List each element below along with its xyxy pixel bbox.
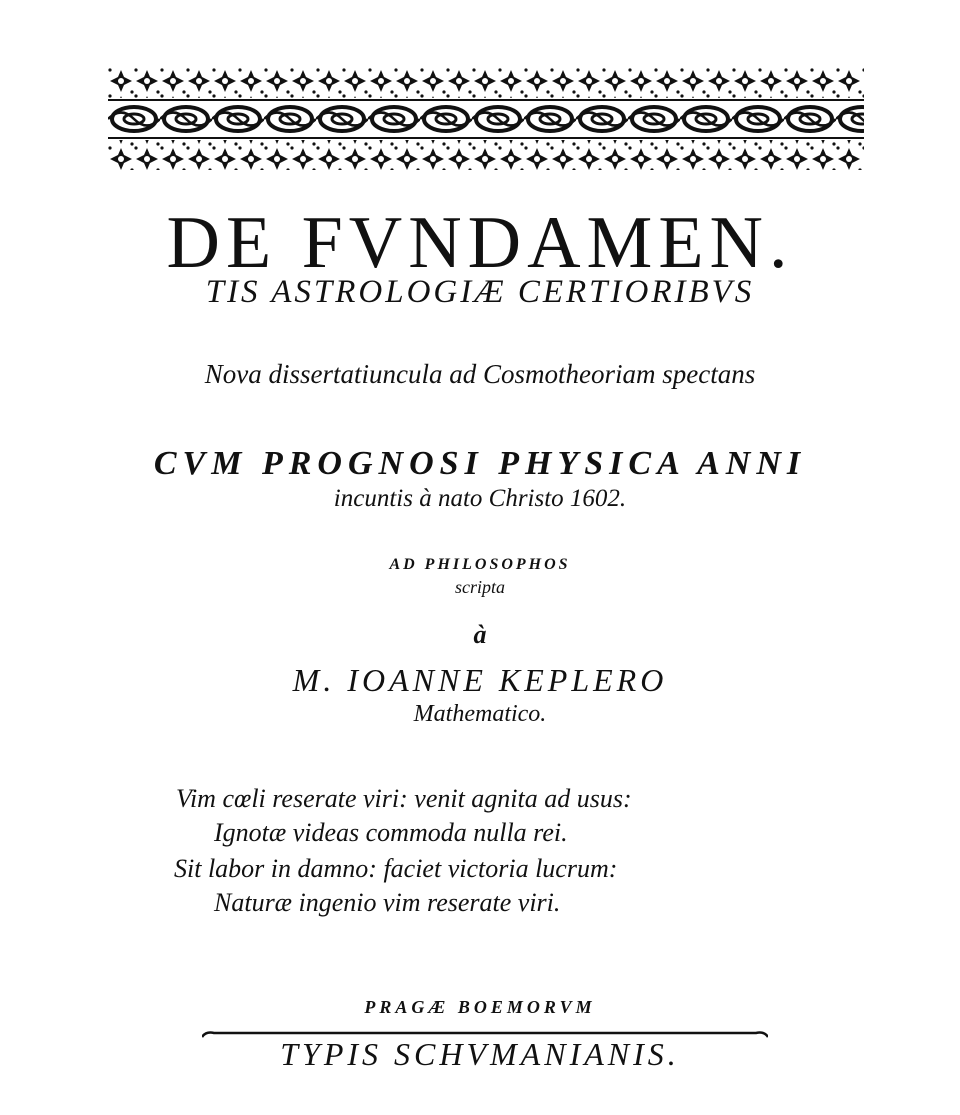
addressee-scripta: scripta bbox=[454, 577, 505, 597]
by-word: à bbox=[473, 620, 487, 649]
poem-line-4: Naturæ ingenio vim reserate viri. bbox=[214, 888, 561, 917]
author-title: Mathematico. bbox=[413, 701, 547, 727]
prognosis-year: incuntis à nato Christo 1602. bbox=[333, 485, 627, 512]
imprint-rule bbox=[202, 1024, 768, 1034]
imprint-printer: TYPIS SCHVMANIANIS. bbox=[280, 1036, 680, 1072]
floral-ornament-band-icon bbox=[108, 68, 864, 172]
description-line: Nova dissertatiuncula ad Cosmotheoriam spectans bbox=[204, 359, 756, 389]
poem-line-3: Sit labor in damno: faciet victoria lucrum: bbox=[174, 854, 618, 883]
book-subtitle: TIS ASTROLOGIÆ CERTIORIBVS bbox=[205, 274, 755, 310]
book-title: DE FVNDAMEN. bbox=[166, 202, 794, 284]
author-name: M. IOANNE KEPLERO bbox=[292, 662, 668, 698]
poem-line-1: Vim cœli reserate viri: venit agnita ad usus: bbox=[176, 784, 632, 813]
poem-line-2: Ignotæ videas commoda nulla rei. bbox=[214, 818, 568, 847]
imprint-place: PRAGÆ BOEMORVM bbox=[364, 997, 596, 1017]
prognosis-heading: CVM PROGNOSI PHYSICA ANNI bbox=[153, 445, 807, 482]
addressee-heading: AD PHILOSOPHOS bbox=[389, 556, 571, 573]
